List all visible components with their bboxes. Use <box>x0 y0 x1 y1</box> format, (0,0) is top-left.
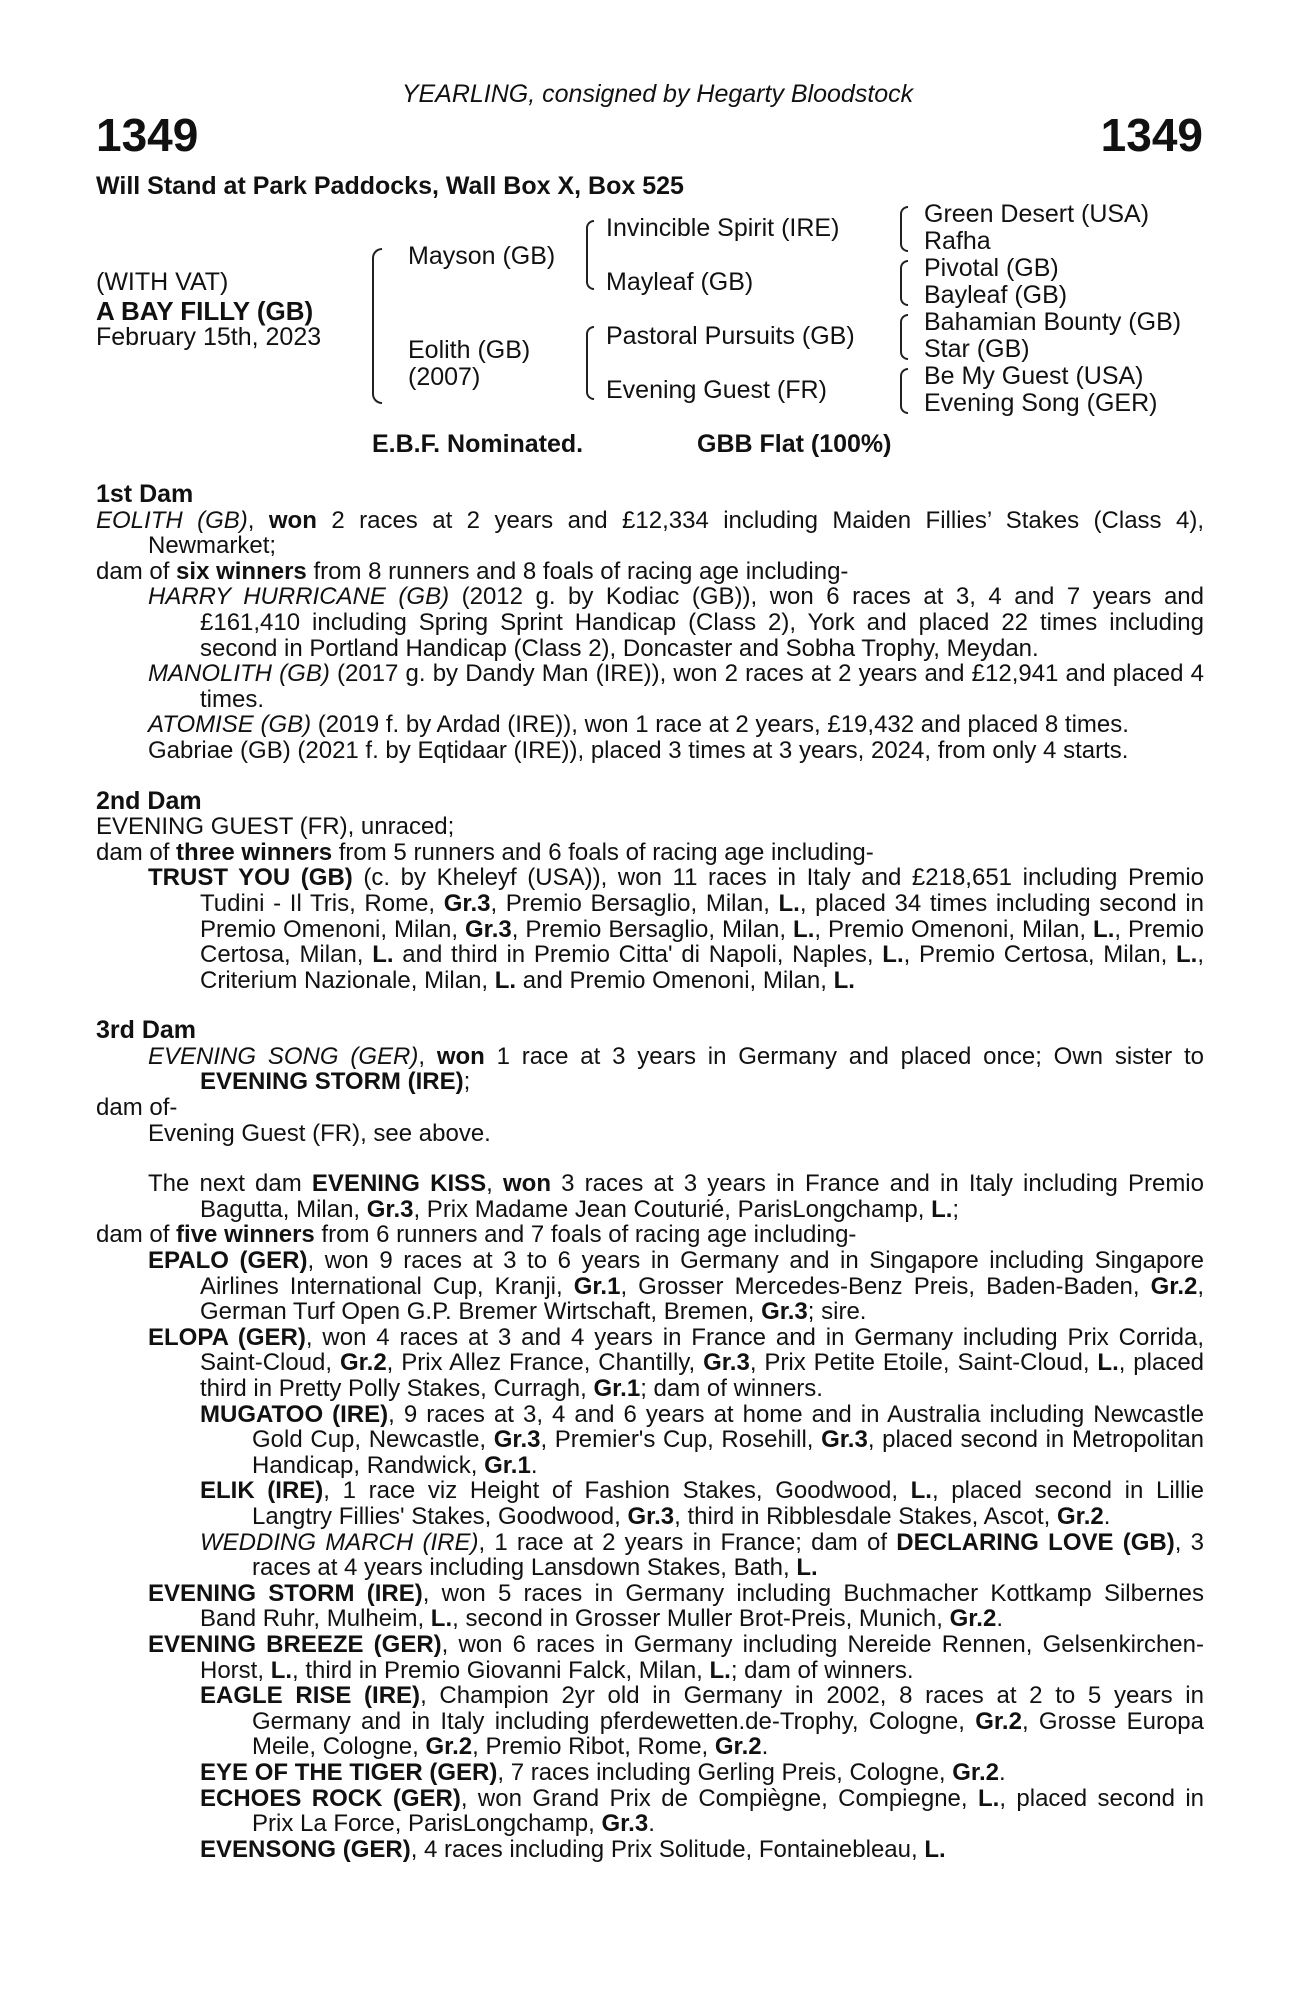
brace-g2 <box>900 260 908 306</box>
catalogue-subtitle: YEARLING, consigned by Hegarty Bloodstock <box>401 80 914 108</box>
pedigree-sdd: Bayleaf (GB) <box>924 281 1068 309</box>
second-dam-record: EVENING GUEST (FR), unraced; <box>96 813 455 841</box>
pedigree-ddd: Evening Song (GER) <box>924 389 1158 417</box>
pedigree-ssd: Rafha <box>924 227 991 255</box>
pedigree-dsd: Star (GB) <box>924 335 1030 363</box>
grand-progeny: WEDDING MARCH (IRE), 1 race at 2 years in France; dam of DECLARING LOVE (GB), 3 races at 4 years including Lansdown Stakes, Bath, L. <box>200 1528 1204 1582</box>
pedigree-dam: Eolith (GB) <box>408 336 531 364</box>
third-dam-produce-summary: dam of- <box>96 1094 178 1122</box>
grand-progeny: ECHOES ROCK (GER), won Grand Prix de Compiègne, Compiegne, L., placed second in Prix La Force, ParisLongchamp, Gr.3. <box>200 1784 1205 1838</box>
grand-progeny: EVENSONG (GER), 4 races including Prix Solitude, Fontainebleau, L. <box>200 1835 946 1863</box>
pedigree-dam-sire: Pastoral Pursuits (GB) <box>606 322 855 350</box>
next-dam-record: The next dam EVENING KISS, won 3 races at 3 years in France and in Italy including Premio Bagutta, Milan, Gr.3, Prix Madame Jean Couturié, ParisLongchamp, L.; <box>148 1170 1204 1223</box>
pedigree-sire-dam: Mayleaf (GB) <box>606 268 754 296</box>
second-dam-produce-summary: dam of three winners from 5 runners and 6 foals of racing age including- <box>96 838 874 866</box>
gbb-badge: GBB Flat (100%) <box>697 430 892 458</box>
lot-number-left: 1349 <box>96 109 199 161</box>
first-dam-heading: 1st Dam <box>96 480 194 508</box>
brace-g1 <box>900 206 908 252</box>
second-dam-heading: 2nd Dam <box>96 786 202 815</box>
pedigree-dss: Bahamian Bounty (GB) <box>924 308 1182 336</box>
pedigree-dds: Be My Guest (USA) <box>924 362 1144 390</box>
second-dam-progeny: TRUST YOU (GB) (c. by Kheleyf (USA)), won 11 races in Italy and £218,651 including Premio Tudini - Il Tris, Rome, Gr.3, Premio Bersaglio, Milan, L., placed 34 times including second in Premio Omenoni, Milan, Gr.3, Premio Bersaglio, Milan, L., Premio Omenoni, Milan, L., Premio Certosa, Milan, L. and third in Premio Citta' di Napoli, Naples, L., Premio Certosa, Milan, L., Criterium Nazionale, Milan, L. and Premio Omenoni, Milan, L. <box>148 864 1205 994</box>
next-dam-progeny: EPALO (GER), won 9 races at 3 to 6 years in Germany and in Singapore including Singapore Airlines International Cup, Kranji, Gr.1, Grosser Mercedes-Benz Preis, Baden-Baden, Gr.2, German Turf Open G.P. Bremer Wirtschaft, Bremen, Gr.3; sire. <box>148 1247 1205 1326</box>
grand-progeny: EAGLE RISE (IRE), Champion 2yr old in Germany in 2002, 8 races at 2 to 5 years in Germany and in Italy including pferdewetten.de-Trophy, Cologne, Gr.2, Grosse Europa Meile, Cologne, Gr.2, Premio Ribot, Rome, Gr.2. <box>200 1682 1204 1761</box>
grand-progeny: MUGATOO (IRE), 9 races at 3, 4 and 6 years at home and in Australia including Newcastle Gold Cup, Newcastle, Gr.3, Premier's Cup, Rosehill, Gr.3, placed second in Metropolitan Handicap, Randwick, Gr.1. <box>200 1400 1205 1479</box>
next-dam-progeny: EVENING STORM (IRE), won 5 races in Germany including Buchmacher Kottkamp Silbernes Band Ruhr, Mulheim, L., second in Grosser Muller Brot-Preis, Munich, Gr.2. <box>148 1579 1205 1633</box>
first-dam-record: EOLITH (GB), won 2 races at 2 years and £12,334 including Maiden Fillies’ Stakes (Class 4), Newmarket; <box>96 506 1204 560</box>
horse-name: A BAY FILLY (GB) <box>96 296 314 326</box>
stand-location: Will Stand at Park Paddocks, Wall Box X, Box 525 <box>96 172 684 200</box>
third-dam-record: EVENING SONG (GER), won 1 race at 3 years in Germany and placed once; Own sister to EVENING STORM (IRE); <box>148 1042 1205 1096</box>
brace-g4 <box>900 368 908 414</box>
first-dam-produce-summary: dam of six winners from 8 runners and 8 foals of racing age including- <box>96 557 849 585</box>
first-dam-progeny: ATOMISE (GB) (2019 f. by Ardad (IRE)), won 1 race at 2 years, £19,432 and placed 8 times. <box>148 711 1129 739</box>
pedigree-dam-year: (2007) <box>408 363 481 391</box>
first-dam-progeny: HARRY HURRICANE (GB) (2012 g. by Kodiac (GB)), won 6 races at 3, 4 and 7 years and £161,410 including Spring Sprint Handicap (Class 2), York and placed 22 times including second in Portland Handicap (Class 2), Doncaster and Sobha Trophy, Meydan. <box>148 583 1204 662</box>
first-dam-progeny: Gabriae (GB) (2021 f. by Eqtidaar (IRE)), placed 3 times at 3 years, 2024, from only 4 starts. <box>148 736 1129 764</box>
lot-number-right: 1349 <box>1100 109 1203 161</box>
next-dam-progeny: ELOPA (GER), won 4 races at 3 and 4 years in France and in Germany including Prix Corrida, Saint-Cloud, Gr.2, Prix Allez France, Chantilly, Gr.3, Prix Petite Etoile, Saint-Cloud, L., placed third in Pretty Polly Stakes, Curragh, Gr.1; dam of winners. <box>148 1323 1205 1402</box>
horse-dob: February 15th, 2023 <box>96 323 322 351</box>
ebf-badge: E.B.F. Nominated. <box>372 430 584 458</box>
third-dam-progeny: Evening Guest (FR), see above. <box>148 1119 491 1147</box>
pedigree-sire-sire: Invincible Spirit (IRE) <box>606 214 840 242</box>
pedigree-sds: Pivotal (GB) <box>924 254 1059 282</box>
family-sections <box>96 482 1204 1862</box>
next-dam-progeny: EVENING BREEZE (GER), won 6 races in Germany including Nereide Rennen, Gelsenkirchen-Horst, L., third in Premio Giovanni Falck, Milan, L.; dam of winners. <box>148 1630 1204 1684</box>
pedigree-sire: Mayson (GB) <box>408 242 556 270</box>
pedigree-brace <box>372 248 382 404</box>
pedigree-sss: Green Desert (USA) <box>924 200 1150 228</box>
third-dam-heading: 3rd Dam <box>96 1016 197 1045</box>
sire-line-brace <box>586 220 594 290</box>
brace-g3 <box>900 314 908 360</box>
pedigree-dam-dam: Evening Guest (FR) <box>606 376 827 404</box>
grand-progeny: EYE OF THE TIGER (GER), 7 races including Gerling Preis, Cologne, Gr.2. <box>200 1758 1006 1786</box>
next-dam-produce-summary: dam of five winners from 6 runners and 7 foals of racing age including- <box>96 1221 857 1249</box>
grand-progeny: ELIK (IRE), 1 race viz Height of Fashion Stakes, Goodwood, L., placed second in Lillie Langtry Fillies' Stakes, Goodwood, Gr.3, third in Ribblesdale Stakes, Ascot, Gr.2. <box>200 1477 1204 1530</box>
vat-note: (WITH VAT) <box>96 268 229 296</box>
first-dam-progeny: MANOLITH (GB) (2017 g. by Dandy Man (IRE)), won 2 races at 2 years and £12,941 and placed 4 times. <box>148 660 1204 713</box>
dam-line-brace <box>586 326 594 400</box>
